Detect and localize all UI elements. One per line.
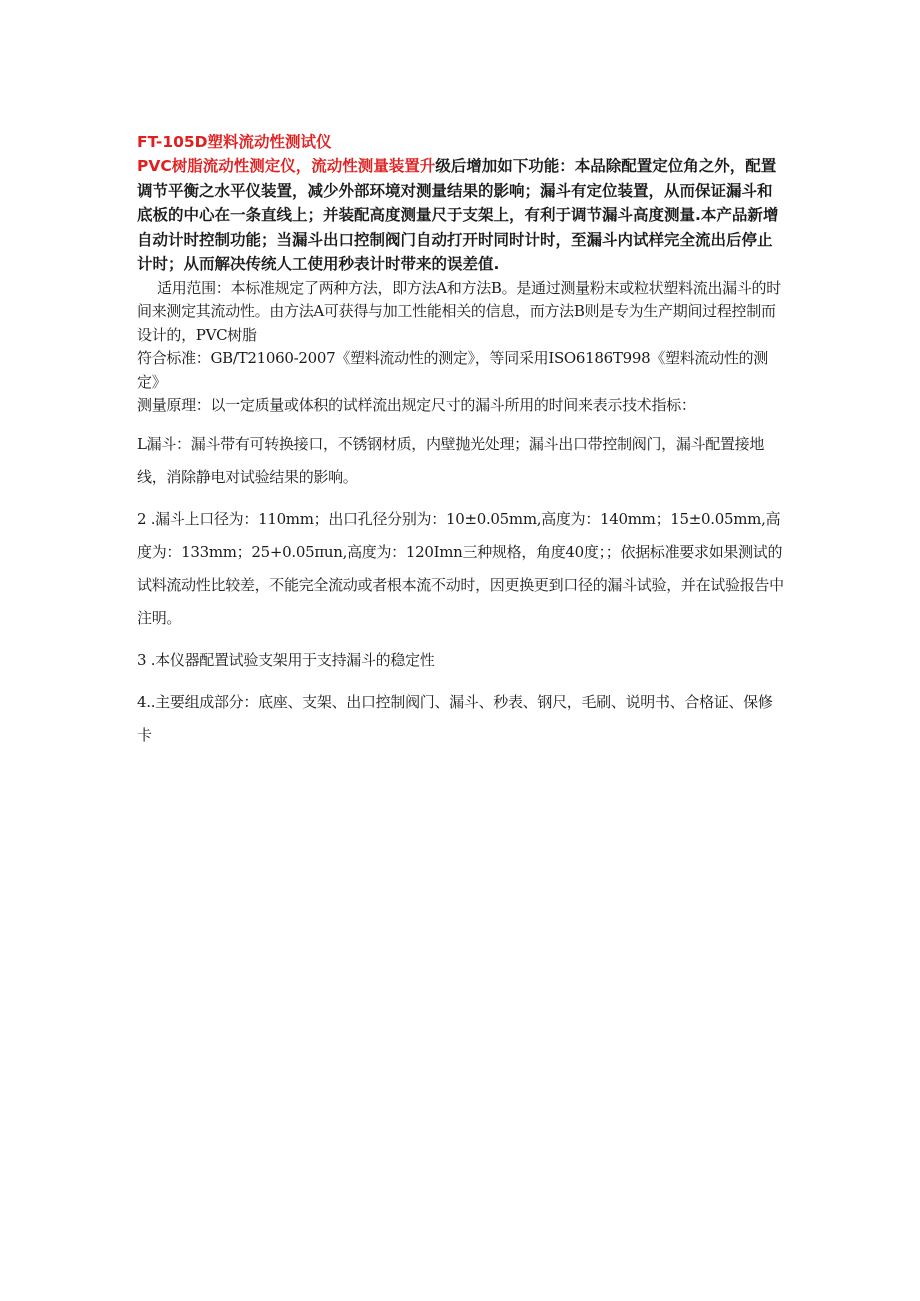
list-item: 4..主要组成部分：底座、支架、出口控制阀门、漏斗、秒表、钢尺，毛刷、说明书、合格证、保修卡: [137, 692, 773, 744]
intro-paragraph: [137, 154, 787, 277]
list-item: L漏斗：漏斗带有可转换接口，不锈钢材质，内壁抛光处理；漏斗出口带控制阀门，漏斗配置接地线，消除静电对试验结果的影响。: [137, 434, 765, 486]
list-item: 3 .本仪器配置试验支架用于支持漏斗的稳定性: [137, 650, 435, 669]
principle-paragraph: 测量原理：以一定质量或体积的试样流出规定尺寸的漏斗所用的时间来表示技术指标：: [137, 396, 696, 414]
spec-list: [137, 428, 787, 752]
intro-text: 级后增加如下功能：本品除配置定位角之外，配置调节平衡之水平仪装置，减少外部环境对测量结果的影响；漏斗有定位装置，从而保证漏斗和底板的中心在一条直线上；并装配高度测量尺于支架上，有利于调节漏斗高度测量.本产品新增自动计时控制功能；当漏斗出口控制阀门自动打开时同时计时，至漏斗内试样完全流出后停止计时；从而解决传统人工使用秒表计时带来的误差值.: [137, 157, 779, 273]
scope-paragraph: 适用范围：本标准规定了两种方法，即方法A和方法B。是通过测量粉末或粒状塑料流出漏斗的时间来测定其流动性。由方法A可获得与加工性能相关的信息，而方法B则是专为生产期间过程控制而设计的，PVC树脂: [137, 278, 781, 344]
list-item: 2 .漏斗上口径为：110mm；出口孔径分别为：10±0.05mm,高度为：140mm；15±0.05mm,高度为：133mm；25+0.05πun,高度为：120Imn三种规格，角度40度；；依据标准要求如果测试的试料流动性比较差，不能完全流动或者根本流不动时，因更换更到口径的漏斗试验，并在试验报告中注明。: [137, 509, 784, 627]
intro-highlight: PVC树脂流动性测定仪，流动性测量装置升: [137, 157, 436, 175]
document-page: [137, 130, 787, 761]
document-title: FT-105D塑料流动性测试仪: [137, 133, 332, 151]
standard-paragraph: 符合标准：GB/T21060-2007《塑料流动性的测定》，等同采用ISO6186T998《塑料流动性的测定》: [137, 349, 768, 391]
